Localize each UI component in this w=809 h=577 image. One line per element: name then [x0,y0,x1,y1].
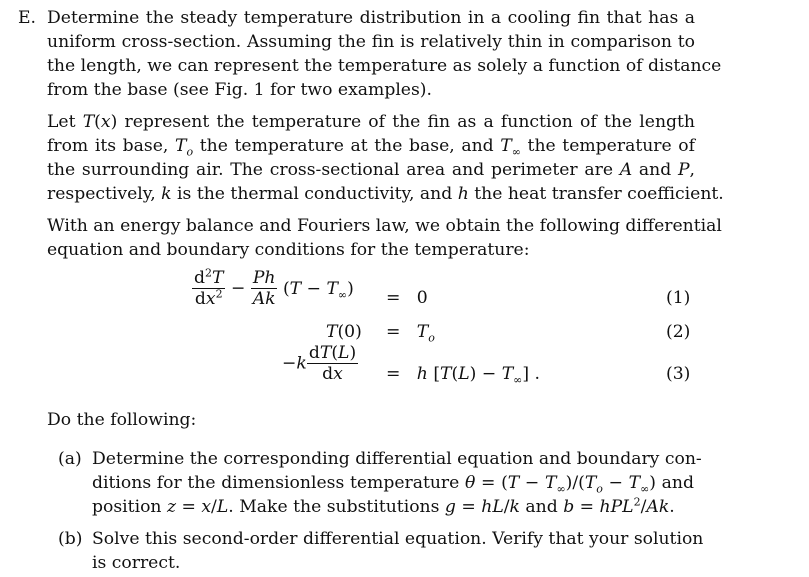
equation-1-rhs: = 0 [386,288,428,308]
energy-paragraph [47,214,722,262]
vars-line: Let T(x) represent the temperature of the fin as a function of the length [47,112,695,132]
intro-line: from the base (see Fig. 1 for two examples). [47,80,432,100]
equation-number: (2) [666,322,691,342]
vars-line: the surrounding air. The cross-sectional area and perimeter are A and P, [47,160,696,180]
equation-number: (3) [666,364,691,384]
vars-line: from its base, $T_o$ the temperature at the base, and $T_\infty$ the temperature of [47,136,696,159]
item-line: Solve this second-order differential equation. Verify that your solution [92,529,704,549]
equation-3: −k $\frac{dT(L)}{dx}$ [282,343,357,384]
energy-line: With an energy balance and Fouriers law, we obtain the following differential [47,216,722,236]
equation-1: $\frac{d^2T}{dx^2}$ − $\frac{Ph}{Ak}$ $(T - T_\infty)$ [194,266,354,309]
item-line: position z = x/L. Make the substitutions g = hL/k and b = hPL$^2$/Ak. [92,495,675,517]
item-line: ditions for the dimensionless temperature $\theta = (T - T_\infty)/(T_o - T_\infty)$ and [92,473,694,496]
vars-line: respectively, k is the thermal conductivity, and h the heat transfer coefficient. [47,184,724,204]
equation-2-rhs: = $T_o$ [386,322,435,345]
item-tag: (b) [58,529,83,549]
equation-2: T(0) [326,322,362,342]
intro-line: Determine the steady temperature distribution in a cooling fin that has a [47,8,695,28]
item-line: Determine the corresponding differential equation and boundary con- [92,449,702,469]
intro-paragraph [47,6,722,102]
variables-paragraph [47,110,724,206]
equation-number: (1) [666,288,691,308]
intro-line: uniform cross-section. Assuming the fin is relatively thin in comparison to [47,32,695,52]
item-line: is correct. [92,553,181,573]
energy-line: equation and boundary conditions for the temperature: [47,240,530,260]
problem-label: E. [18,8,37,28]
instructions-heading: Do the following: [47,410,197,430]
intro-line: the length, we can represent the temperature as solely a function of distance [47,56,722,76]
equation-3-rhs: = h $[T(L) - T_\infty]$ . [386,364,540,387]
item-tag: (a) [58,449,82,469]
